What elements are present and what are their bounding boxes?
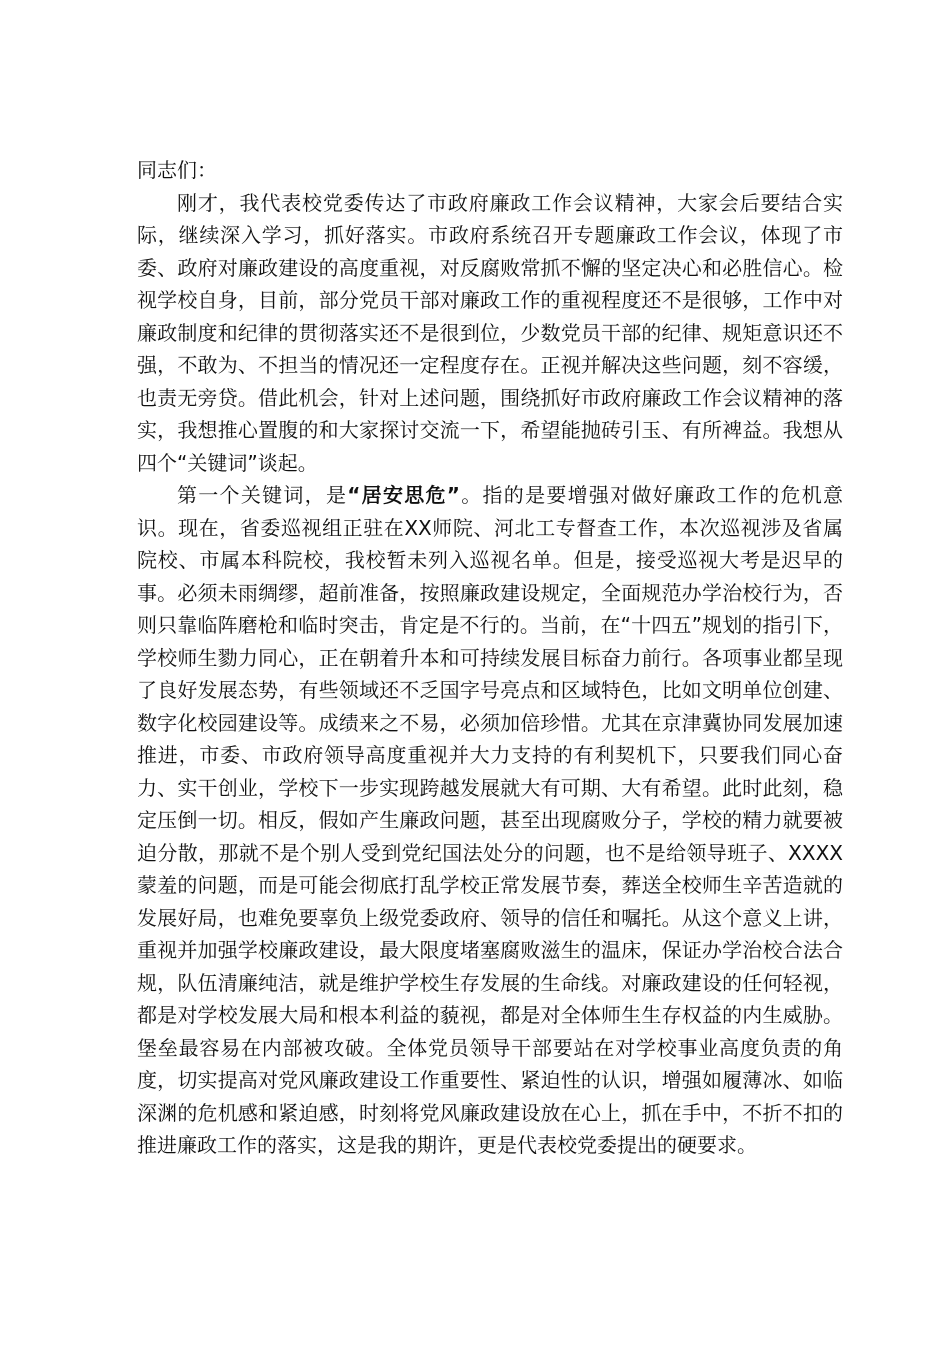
document-body	[137, 154, 843, 1162]
keyword-highlight: “居安思危”	[347, 483, 460, 507]
salutation: 同志们：	[137, 158, 217, 182]
paragraph-body: 。指的是要增强对做好廉政工作的危机意识。现在，省委巡视组正驻在XX师院、河北工专督查工作，本次巡视涉及省属院校、市属本科院校，我校暂未列入巡视名单。但是，接受巡视大考是迟早的事。必须未雨绸缪，超前准备，按照廉政建设规定，全面规范办学治校行为，否则只靠临阵磨枪和临时突击，肯定是不行的。当前，在“十四五”规划的指引下，学校师生勠力同心，正在朝着升本和可持续发展目标奋力前行。各项事业都呈现了良好发展态势，有些领域还不乏国字号亮点和区域特色，比如文明单位创建、数字化校园建设等。成绩来之不易，必须加倍珍惜。尤其在京津冀协同发展加速推进，市委、市政府领导高度重视并大力支持的有利契机下，只要我们同心奋力、实干创业，学校下一步实现跨越发展就大有可期、大有希望。此时此刻，稳定压倒一切。相反，假如产生廉政问题，甚至出现腐败分子，学校的精力就要被迫分散，那就不是个别人受到党纪国法处分的问题，也不是给领导班子、XXXX蒙羞的问题，而是可能会彻底打乱学校正常发展节奏，葬送全校师生辛苦造就的发展好局，也难免要辜负上级党委政府、领导的信任和嘱托。从这个意义上讲，重视并加强学校廉政建设，最大限度堵塞腐败滋生的温床，保证办学治校合法合规，队伍清廉纯洁，就是维护学校生存发展的生命线。对廉政建设的任何轻视，都是对学校发展大局和根本利益的藐视，都是对全体师生生存权益的内生威胁。堡垒最容易在内部被攻破。全体党员领导干部要站在对学校事业高度负责的角度，切实提高对党风廉政建设工作重要性、紧迫性的认识，增强如履薄冰、如临深渊的危机感和紧迫感，时刻将党风廉政建设放在心上，抓在手中，不折不扣的推进廉政工作的落实，这是我的期许，更是代表校党委提出的硬要求。	[137, 483, 844, 1157]
paragraph-lead: 第一个关键词，是	[177, 483, 348, 507]
paragraph-keyword-one	[137, 479, 843, 1162]
paragraph-intro: 刚才，我代表校党委传达了市政府廉政工作会议精神，大家会后要结合实际，继续深入学习，抓好落实。市政府系统召开专题廉政工作会议，体现了市委、政府对廉政建设的高度重视，对反腐败常抓不懈的坚定决心和必胜信心。检视学校自身，目前，部分党员干部对廉政工作的重视程度还不是很够，工作中对廉政制度和纪律的贯彻落实还不是很到位，少数党员干部的纪律、规矩意识还不强，不敢为、不担当的情况还一定程度存在。正视并解决这些问题，刻不容缓，也责无旁贷。借此机会，针对上述问题，围绕抓好市政府廉政工作会议精神的落实，我想推心置腹的和大家探讨交流一下，希望能抛砖引玉、有所裨益。我想从四个“关键词”谈起。	[137, 190, 843, 475]
